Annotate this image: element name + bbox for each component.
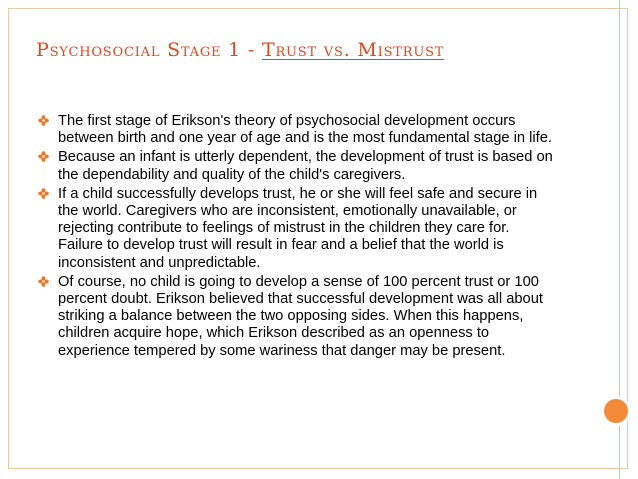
bullet-list [38,113,558,362]
bullet-text: The first stage of Erikson's theory of psychosocial development occurs between birth and one year of age and is the most fundamental stage in life. [58,113,552,147]
bullet-text: Because an infant is utterly dependent, the development of trust is based on the dependability and quality of the child's caregivers. [58,149,553,183]
slide-title [36,32,596,68]
orange-circle-ornament [601,396,631,426]
flower-bullet-icon [38,115,49,126]
bullet-text: Of course, no child is going to develop a sense of 100 percent trust or 100 percent doubt. Erikson believed that successful development was all about striking a balance between the two opposing sides. When this happens, children acquire hope, which Erikson described as an openness to experience tempered by some wariness that danger may be present. [58,273,543,359]
bullet-item [38,113,558,147]
flower-bullet-icon [38,151,49,162]
flower-bullet-icon [38,276,49,287]
bullet-item [38,149,558,183]
title-underlined: Trust vs. Mistrust [261,39,445,61]
bullet-item [38,274,558,360]
title-prefix: Psychosocial Stage 1 - [36,39,262,61]
flower-bullet-icon [38,188,49,199]
bullet-text: If a child successfully develops trust, he or she will feel safe and secure in the world. Caregivers who are inconsistent, emotionally unavailable, or rejecting contribute to feelings of mistrust in the children they care for. Failure to develop trust will result in fear and a belief that the world is inconsistent and unpredictable. [58,185,538,271]
bullet-item [38,186,558,272]
